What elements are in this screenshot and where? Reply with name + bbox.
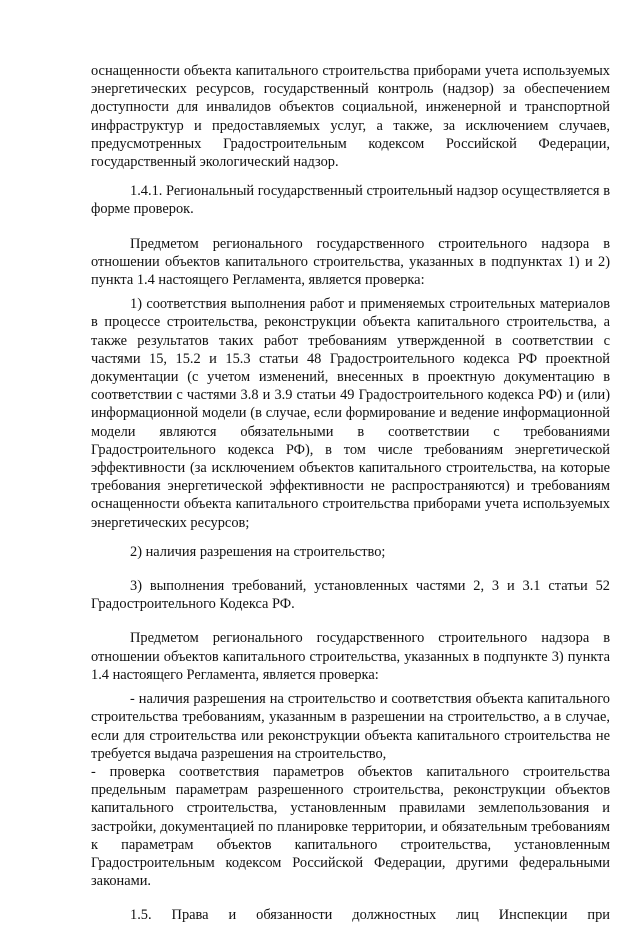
- section-1-5-heading: 1.5. Права и обязанности должностных лиц Инспекции при: [130, 907, 610, 924]
- list-item-1: 1) соответствия выполнения работ и применяемых строительных материалов в процессе строительства, реконструкции объекта капитального строительства, а также результатов таких работ требованиям утвержденной в соответствии с частями 15, 15.2 и 15.3 статьи 48 Градостроительного кодекса РФ проектной документации (с учетом изменений, внесенных в проектную документацию в соответствии с частями 3.8 и 3.9 статьи 49 Градостроительного кодекса РФ) и (или) информационной модели (в случае, если формирование и ведение информационной модели являются обязательными в соответствии с требованиями Градостроительного кодекса РФ), в том числе требованиям энергетической эффективности (за исключением объектов капитального строительства, на которые требования энергетической эффективности не распространяются) и требованиям оснащенности объекта капитального строительства приборами учета используемых энергетических ресурсов;: [91, 296, 610, 531]
- paragraph-intro-continued: оснащенности объекта капитального строительства приборами учета используемых энергетических ресурсов, государственный контроль (надзор) за обеспечением доступности для инвалидов объектов социальной, инженерной и транспортной инфраструктур и предоставляемых услуг, а также, за исключением случаев, предусмотренных Градостроительным кодексом Российской Федерации, государственный экологический надзор.: [91, 63, 610, 171]
- paragraph-subject-2: Предметом регионального государственного строительного надзора в отношении объектов капитального строительства, указанных в подпункте 3) пункта 1.4 настоящего Регламента, является проверка:: [91, 630, 610, 683]
- list-item-3: 3) выполнения требований, установленных частями 2, 3 и 3.1 статьи 52 Градостроительного Кодекса РФ.: [91, 578, 610, 613]
- dash-item-2: - проверка соответствия параметров объектов капитального строительства предельным параметрам разрешенного строительства, реконструкции объектов капитального строительства, установленным правилами землепользования и застройки, документацией по планировке территории, и обязательным требованиям к параметрам объектов капитального строительства, установленным Градостроительным кодексом Российской Федерации, другими федеральными законами.: [91, 763, 610, 890]
- paragraph-subject-1: Предметом регионального государственного строительного надзора в отношении объектов капитального строительства, указанных в подпунктах 1) и 2) пункта 1.4 настоящего Регламента, является проверка:: [91, 235, 610, 289]
- paragraph-1-4-1: 1.4.1. Региональный государственный строительный надзор осуществляется в форме проверок.: [91, 183, 610, 218]
- dash-item-1: - наличия разрешения на строительство и соответствия объекта капитального строительства требованиям, указанным в разрешении на строительство, а в случае, если для строительства или реконструкции объекта капитального строительства не требуется выдача разрешения на строительство,: [91, 691, 610, 762]
- list-item-2: 2) наличия разрешения на строительство;: [130, 543, 386, 560]
